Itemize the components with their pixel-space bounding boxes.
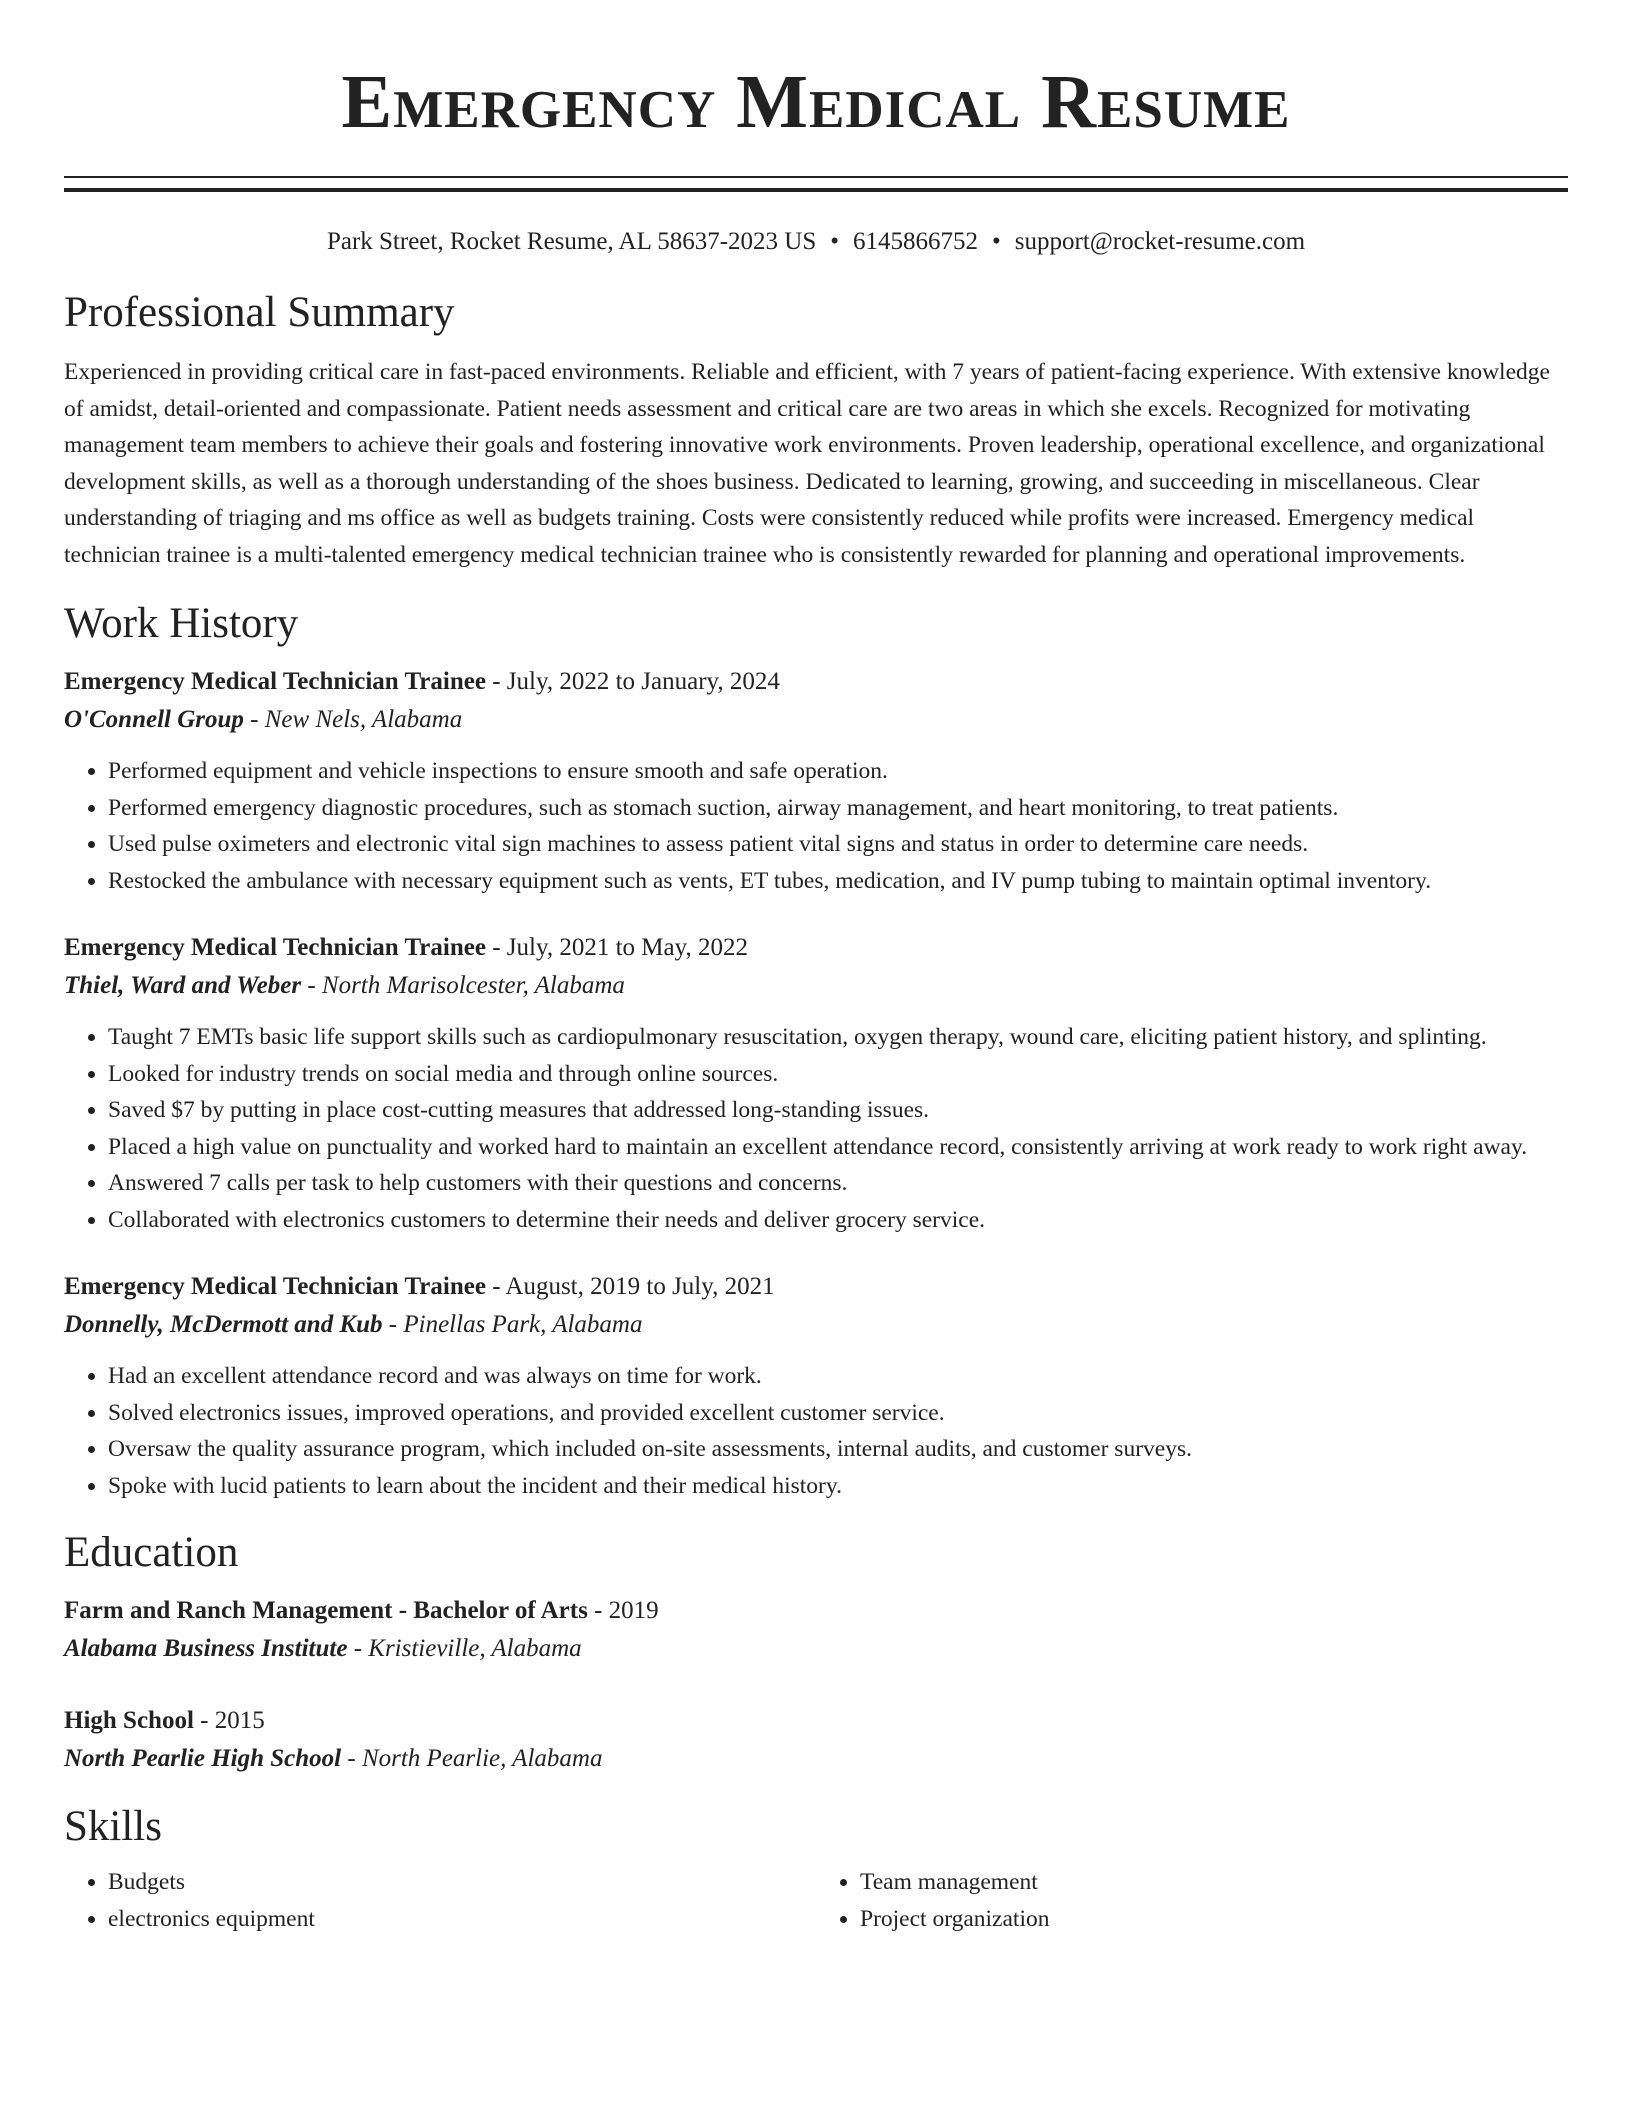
- skill-item: • Project organization: [860, 1901, 1568, 1938]
- job-title-line: [64, 663, 1568, 701]
- degree: Farm and Ranch Management - Bachelor of Arts: [64, 1597, 588, 1624]
- education-entry: [64, 1702, 1568, 1778]
- skills-grid: [64, 1864, 1568, 1937]
- school-location: - Kristieville, Alabama: [347, 1635, 582, 1662]
- education-heading: Education: [64, 1529, 239, 1576]
- job-title: Emergency Medical Technician Trainee: [64, 668, 486, 695]
- contact-line: [64, 226, 1568, 258]
- degree-line: [64, 1592, 1568, 1630]
- list-item: • Spoke with lucid patients to learn about the incident and their medical history.: [108, 1468, 1568, 1505]
- degree-line: [64, 1702, 1568, 1740]
- list-item: • Performed equipment and vehicle inspections to ensure smooth and safe operation.: [108, 753, 1568, 790]
- school-location: - North Pearlie, Alabama: [341, 1745, 603, 1772]
- list-item: • Restocked the ambulance with necessary equipment such as vents, ET tubes, medication, and IV pump tubing to maintain optimal inventory.: [108, 863, 1568, 900]
- skills-section: [64, 1800, 1568, 1937]
- job-entry: [64, 929, 1568, 1238]
- work-section: [64, 597, 1568, 1504]
- skill-item: • Budgets: [108, 1864, 816, 1901]
- job-dates: - July, 2022 to January, 2024: [485, 668, 780, 695]
- job-bullets: [64, 753, 1568, 899]
- contact-separator: •: [830, 228, 839, 255]
- job-company: O'Connell Group: [64, 706, 244, 733]
- work-heading: Work History: [64, 600, 299, 647]
- job-title-line: [64, 1268, 1568, 1306]
- school-name: North Pearlie High School: [64, 1745, 342, 1772]
- contact-separator: •: [992, 228, 1001, 255]
- job-company-line: [64, 701, 1568, 739]
- job-entry: [64, 1268, 1568, 1504]
- contact-phone: 6145866752: [853, 228, 978, 255]
- school-name: Alabama Business Institute: [64, 1635, 348, 1662]
- job-company-line: [64, 1306, 1568, 1344]
- skills-column-right: [816, 1864, 1568, 1937]
- list-item: • Looked for industry trends on social media and through online sources.: [108, 1056, 1568, 1093]
- list-item: • Performed emergency diagnostic procedures, such as stomach suction, airway management, and heart monitoring, to treat patients.: [108, 790, 1568, 827]
- summary-text: Experienced in providing critical care in fast-paced environments. Reliable and efficient, with 7 years of patient-facing experience. With extensive knowledge of amidst, detail-oriented and compassionate. Patient needs assessment and critical care are two areas in which she excels. Recognized for motivating management team members to achieve their goals and fostering innovative work environments. Proven leadership, operational excellence, and organizational development skills, as well as a thorough understanding of the shoes business. Dedicated to learning, growing, and succeeding in miscellaneous. Clear understanding of triaging and ms office as well as budgets training. Costs were consistently reduced while profits were increased. Emergency medical technician trainee is a multi-talented emergency medical technician trainee who is consistently rewarded for planning and operational improvements.: [64, 359, 1550, 568]
- job-title: Emergency Medical Technician Trainee: [64, 1273, 486, 1300]
- list-item: • Placed a high value on punctuality and worked hard to maintain an excellent attendance record, consistently arriving at work ready to work right away.: [108, 1129, 1568, 1166]
- skill-item: • Team management: [860, 1864, 1568, 1901]
- job-bullets: [64, 1358, 1568, 1504]
- education-section: [64, 1526, 1568, 1778]
- job-title: Emergency Medical Technician Trainee: [64, 934, 486, 961]
- resume-title: Emergency Medical Resume: [341, 60, 1291, 144]
- contact-email: support@rocket-resume.com: [1014, 228, 1306, 255]
- graduation-year: - 2019: [587, 1597, 659, 1624]
- list-item: • Taught 7 EMTs basic life support skills such as cardiopulmonary resuscitation, oxygen therapy, wound care, eliciting patient history, and splinting.: [108, 1019, 1568, 1056]
- job-company: Donnelly, McDermott and Kub: [64, 1311, 383, 1338]
- job-location: - New Nels, Alabama: [243, 706, 463, 733]
- list-item: • Solved electronics issues, improved operations, and provided excellent customer service.: [108, 1395, 1568, 1432]
- summary-section: [64, 286, 1568, 573]
- skills-column-left: [64, 1864, 816, 1937]
- contact-address: Park Street, Rocket Resume, AL 58637-2023 US: [326, 228, 817, 255]
- skills-heading: Skills: [64, 1803, 162, 1850]
- summary-heading: Professional Summary: [64, 289, 455, 336]
- job-company-line: [64, 967, 1568, 1005]
- job-bullets: [64, 1019, 1568, 1238]
- list-item: • Saved $7 by putting in place cost-cutting measures that addressed long-standing issues.: [108, 1092, 1568, 1129]
- skill-item: • electronics equipment: [108, 1901, 816, 1938]
- school-line: [64, 1740, 1568, 1778]
- job-location: - North Marisolcester, Alabama: [301, 972, 625, 999]
- job-dates: - July, 2021 to May, 2022: [485, 934, 748, 961]
- job-dates: - August, 2019 to July, 2021: [485, 1273, 775, 1300]
- graduation-year: - 2015: [193, 1707, 265, 1734]
- list-item: • Used pulse oximeters and electronic vital sign machines to assess patient vital signs and status in order to determine care needs.: [108, 826, 1568, 863]
- title-divider: [64, 176, 1568, 192]
- job-company: Thiel, Ward and Weber: [64, 972, 302, 999]
- list-item: • Answered 7 calls per task to help customers with their questions and concerns.: [108, 1165, 1568, 1202]
- school-line: [64, 1630, 1568, 1668]
- job-entry: [64, 663, 1568, 899]
- list-item: • Had an excellent attendance record and was always on time for work.: [108, 1358, 1568, 1395]
- job-location: - Pinellas Park, Alabama: [382, 1311, 643, 1338]
- job-title-line: [64, 929, 1568, 967]
- list-item: • Oversaw the quality assurance program, which included on-site assessments, internal audits, and customer surveys.: [108, 1431, 1568, 1468]
- education-entry: [64, 1592, 1568, 1668]
- list-item: • Collaborated with electronics customers to determine their needs and deliver grocery service.: [108, 1202, 1568, 1239]
- degree: High School: [64, 1707, 194, 1734]
